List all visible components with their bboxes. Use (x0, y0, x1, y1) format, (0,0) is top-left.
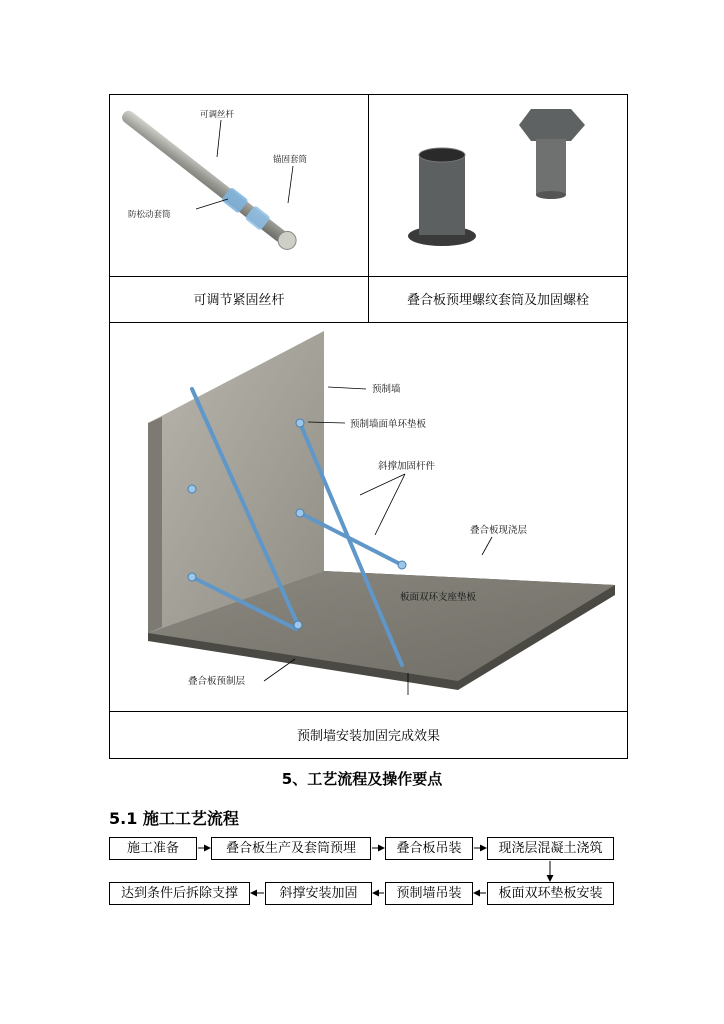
flow-step: 达到条件后拆除支撑 (109, 882, 250, 905)
caption-sleeve-bolt: 叠合板预埋螺纹套筒及加固螺栓 (406, 293, 589, 308)
section-heading: 5、工艺流程及操作要点 (281, 770, 443, 788)
label-diagonal-brace: 斜撑加固杆件 (378, 461, 436, 472)
label-wall-pad: 预制墙面单环垫板 (350, 419, 427, 430)
label-cast-layer: 叠合板现浇层 (470, 525, 528, 536)
flow-step: 板面双环垫板安装 (487, 882, 614, 905)
flow-step: 施工准备 (109, 837, 197, 860)
flow-step: 现浇层混凝土浇筑 (487, 837, 614, 860)
caption-adjustable-rod: 可调节紧固丝杆 (193, 293, 285, 308)
flow-step: 斜撑安装加固 (265, 882, 372, 905)
caption-wall-installation: 预制墙安装加固完成效果 (296, 729, 440, 744)
label-anchor-sleeve: 锚固套筒 (273, 155, 308, 165)
label-adjustable-rod: 可调丝杆 (200, 110, 235, 120)
flow-step: 预制墙吊装 (385, 882, 473, 905)
flow-step: 叠合板生产及套筒预埋 (211, 837, 371, 860)
label-precast-wall: 预制墙 (372, 384, 401, 395)
label-precast-layer: 叠合板预制层 (188, 676, 246, 687)
subsection-heading: 5.1 施工工艺流程 (109, 809, 239, 828)
label-double-ring-pad: 板面双环支座垫板 (400, 592, 477, 603)
flow-step: 叠合板吊装 (385, 837, 473, 860)
label-anti-loose-sleeve: 防松动套筒 (128, 210, 171, 220)
